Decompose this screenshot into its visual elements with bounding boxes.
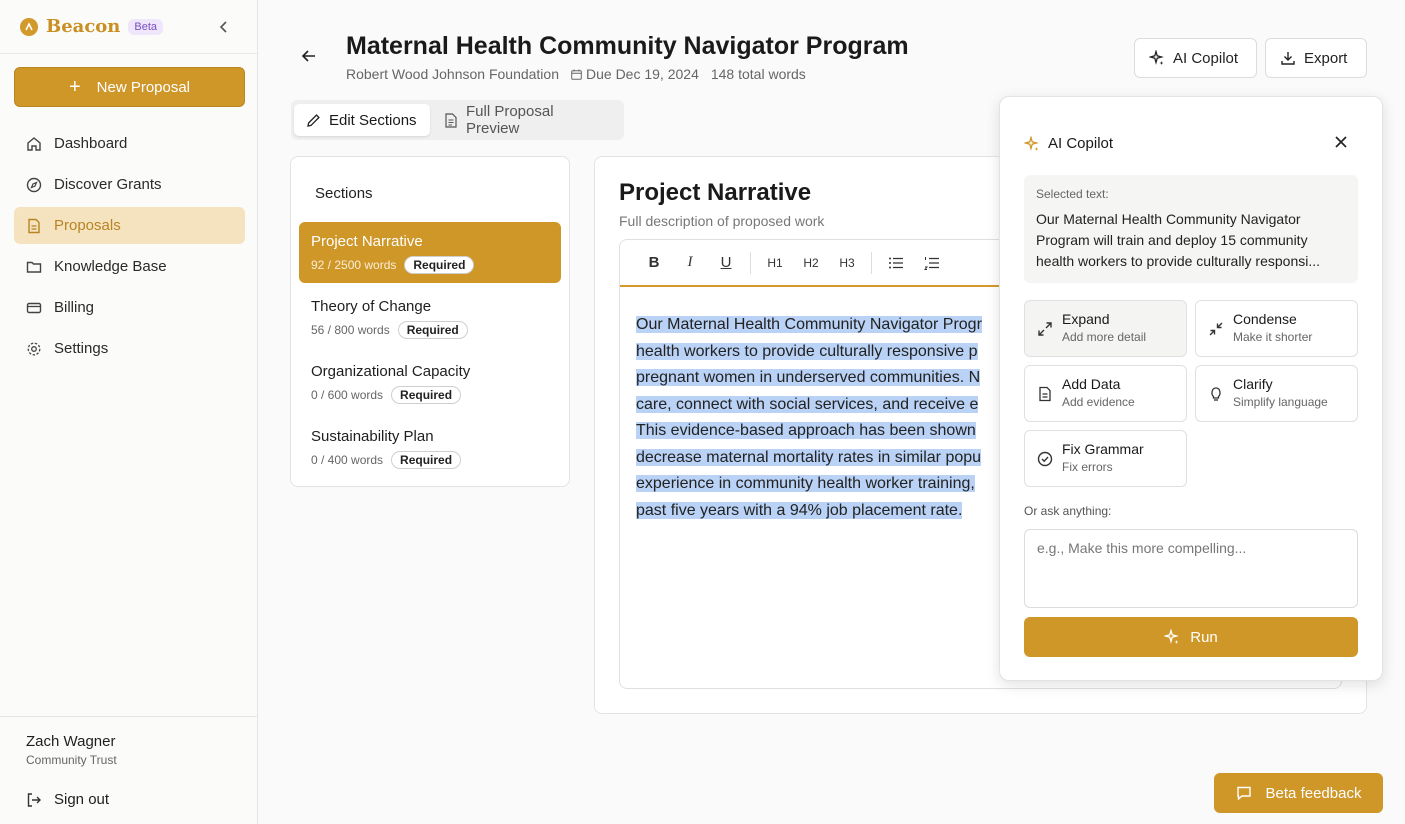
section-word-count: 0 / 600 words: [311, 388, 384, 402]
section-item-project-narrative[interactable]: [299, 222, 561, 283]
run-label: Run: [1190, 628, 1218, 646]
copilot-title: AI Copilot: [1048, 135, 1114, 152]
beta-badge: Beta: [128, 19, 163, 35]
credit-card-icon: [26, 300, 42, 316]
add-data-action-button[interactable]: [1024, 365, 1187, 422]
user-name: Zach Wagner: [26, 733, 116, 750]
document-icon: [444, 113, 458, 128]
action-subtitle: Add evidence: [1062, 395, 1135, 409]
home-icon: [26, 136, 42, 152]
italic-button[interactable]: I: [687, 254, 693, 270]
section-word-count: 92 / 2500 words: [311, 258, 397, 272]
text-line: Our Maternal Health Community Navigator Progr: [636, 316, 982, 333]
ask-label: Or ask anything:: [1024, 504, 1112, 518]
sidebar-header: [0, 0, 257, 54]
close-copilot-button[interactable]: [1334, 135, 1348, 149]
export-label: Export: [1304, 49, 1348, 67]
sparkle-icon: [1149, 50, 1165, 66]
bullet-list-button[interactable]: [878, 248, 914, 278]
document-icon: [26, 218, 42, 234]
section-item-sustainability-plan[interactable]: [299, 417, 561, 478]
beta-feedback-label: Beta feedback: [1265, 784, 1362, 802]
gear-icon: [26, 341, 42, 357]
toolbar-divider: [871, 252, 872, 274]
lightbulb-icon: [1208, 386, 1224, 402]
close-icon: [1334, 135, 1348, 149]
new-proposal-button[interactable]: [14, 67, 245, 107]
word-count: 148 total words: [710, 66, 806, 82]
sidebar-item-discover-grants[interactable]: [14, 166, 245, 203]
due-date: Due Dec 19, 2024: [586, 66, 699, 82]
chevron-left-icon: [217, 20, 231, 34]
sidebar-nav: [14, 125, 245, 371]
sign-out-button[interactable]: [26, 791, 109, 808]
tab-label: Full Proposal Preview: [466, 103, 554, 137]
text-line: past five years with a 94% job placement rate.: [636, 501, 963, 519]
sidebar-item-knowledge-base[interactable]: [14, 248, 245, 285]
app-name: Beacon: [46, 16, 121, 37]
copilot-header: [1024, 135, 1113, 152]
proposal-meta: [346, 66, 818, 82]
sparkle-icon: [1024, 136, 1040, 152]
text-line: experience in community health worker training,: [636, 475, 975, 492]
section-item-organizational-capacity[interactable]: [299, 352, 561, 413]
action-title: Clarify: [1233, 376, 1273, 392]
text-line: decrease maternal mortality rates in similar popu: [636, 448, 982, 466]
toolbar-divider: [750, 252, 751, 274]
tab-full-proposal-preview[interactable]: [432, 104, 620, 136]
section-title: Project Narrative: [619, 179, 812, 206]
text-line: pregnant women in underserved communities. N: [636, 369, 981, 386]
required-badge: Required: [398, 321, 468, 339]
section-name: Sustainability Plan: [311, 428, 434, 445]
text-line: health workers to provide culturally responsive p: [636, 342, 978, 360]
sidebar-item-label: Proposals: [54, 217, 121, 234]
check-circle-icon: [1037, 451, 1053, 467]
bullet-list-icon: [888, 256, 904, 270]
run-button[interactable]: [1024, 617, 1358, 657]
action-title: Condense: [1233, 311, 1297, 327]
selected-text: Our Maternal Health Community Navigator Program will train and deploy 15 community health workers to provide culturally responsi...: [1036, 211, 1321, 269]
sidebar: [0, 0, 258, 824]
sparkle-icon: [1164, 629, 1180, 645]
view-tabs: [291, 100, 624, 140]
folder-icon: [26, 259, 42, 275]
sidebar-item-billing[interactable]: [14, 289, 245, 326]
sidebar-item-proposals[interactable]: [14, 207, 245, 244]
heading-2-button[interactable]: H2: [803, 255, 819, 270]
sections-title: Sections: [315, 185, 373, 202]
sidebar-item-dashboard[interactable]: [14, 125, 245, 162]
sidebar-item-label: Settings: [54, 340, 109, 357]
ask-anything-input[interactable]: [1024, 529, 1358, 608]
ai-copilot-panel: [999, 96, 1383, 681]
underline-button[interactable]: U: [720, 254, 732, 271]
selected-text-label: Selected text:: [1036, 187, 1109, 201]
text-line: This evidence-based approach has been shown: [636, 422, 976, 439]
required-badge: Required: [391, 386, 461, 404]
selected-text-box: [1024, 175, 1358, 283]
sign-out-icon: [26, 792, 42, 808]
expand-icon: [1037, 321, 1053, 337]
pencil-icon: [306, 113, 321, 128]
condense-icon: [1208, 321, 1224, 337]
beta-feedback-button[interactable]: [1214, 773, 1383, 813]
compass-icon: [26, 177, 42, 193]
section-name: Organizational Capacity: [311, 363, 471, 380]
condense-action-button[interactable]: [1195, 300, 1358, 357]
ai-copilot-label: AI Copilot: [1173, 49, 1239, 67]
sign-out-label: Sign out: [54, 791, 110, 808]
section-name: Project Narrative: [311, 233, 423, 250]
chat-bubble-icon: [1236, 785, 1252, 801]
section-description: Full description of proposed work: [619, 213, 825, 229]
ai-copilot-button[interactable]: [1134, 38, 1257, 78]
clarify-action-button[interactable]: [1195, 365, 1358, 422]
sections-panel: [290, 156, 570, 487]
expand-action-button[interactable]: [1024, 300, 1187, 357]
beacon-logo-icon: [20, 18, 38, 36]
numbered-list-icon: [924, 256, 940, 270]
tab-edit-sections[interactable]: [294, 104, 430, 136]
action-subtitle: Make it shorter: [1233, 330, 1313, 344]
export-button[interactable]: [1265, 38, 1367, 78]
section-name: Theory of Change: [311, 298, 432, 315]
section-word-count: 56 / 800 words: [311, 323, 390, 337]
collapse-sidebar-button[interactable]: [217, 20, 237, 34]
section-word-count: 0 / 400 words: [311, 453, 384, 467]
back-button[interactable]: [300, 47, 318, 65]
action-subtitle: Simplify language: [1233, 395, 1328, 409]
action-title: Add Data: [1062, 376, 1121, 392]
action-subtitle: Fix errors: [1062, 460, 1113, 474]
sidebar-item-settings[interactable]: [14, 330, 245, 367]
sidebar-item-label: Billing: [54, 299, 95, 316]
bold-button[interactable]: B: [648, 254, 660, 271]
section-item-theory-of-change[interactable]: [299, 287, 561, 348]
numbered-list-button[interactable]: [914, 248, 950, 278]
funder-name: Robert Wood Johnson Foundation: [346, 66, 559, 82]
heading-1-button[interactable]: H1: [767, 255, 783, 270]
sidebar-item-label: Knowledge Base: [54, 258, 167, 275]
document-icon: [1037, 386, 1053, 402]
page-title: Maternal Health Community Navigator Program: [346, 32, 909, 60]
tab-label: Edit Sections: [329, 111, 417, 129]
user-organization: Community Trust: [26, 753, 117, 767]
arrow-left-icon: [300, 47, 318, 65]
action-title: Fix Grammar: [1062, 441, 1144, 457]
required-badge: Required: [404, 256, 474, 274]
new-proposal-label: New Proposal: [96, 78, 191, 96]
heading-3-button[interactable]: H3: [839, 255, 855, 270]
sidebar-item-label: Discover Grants: [54, 176, 162, 193]
download-icon: [1280, 50, 1296, 66]
text-line: care, connect with social services, and receive e: [636, 395, 979, 413]
user-panel: [0, 716, 258, 824]
sidebar-item-label: Dashboard: [54, 135, 128, 152]
required-badge: Required: [391, 451, 461, 469]
action-title: Expand: [1062, 311, 1110, 327]
action-subtitle: Add more detail: [1062, 330, 1147, 344]
calendar-icon: [571, 69, 582, 80]
fix-grammar-action-button[interactable]: [1024, 430, 1187, 487]
plus-icon: +: [68, 75, 81, 98]
